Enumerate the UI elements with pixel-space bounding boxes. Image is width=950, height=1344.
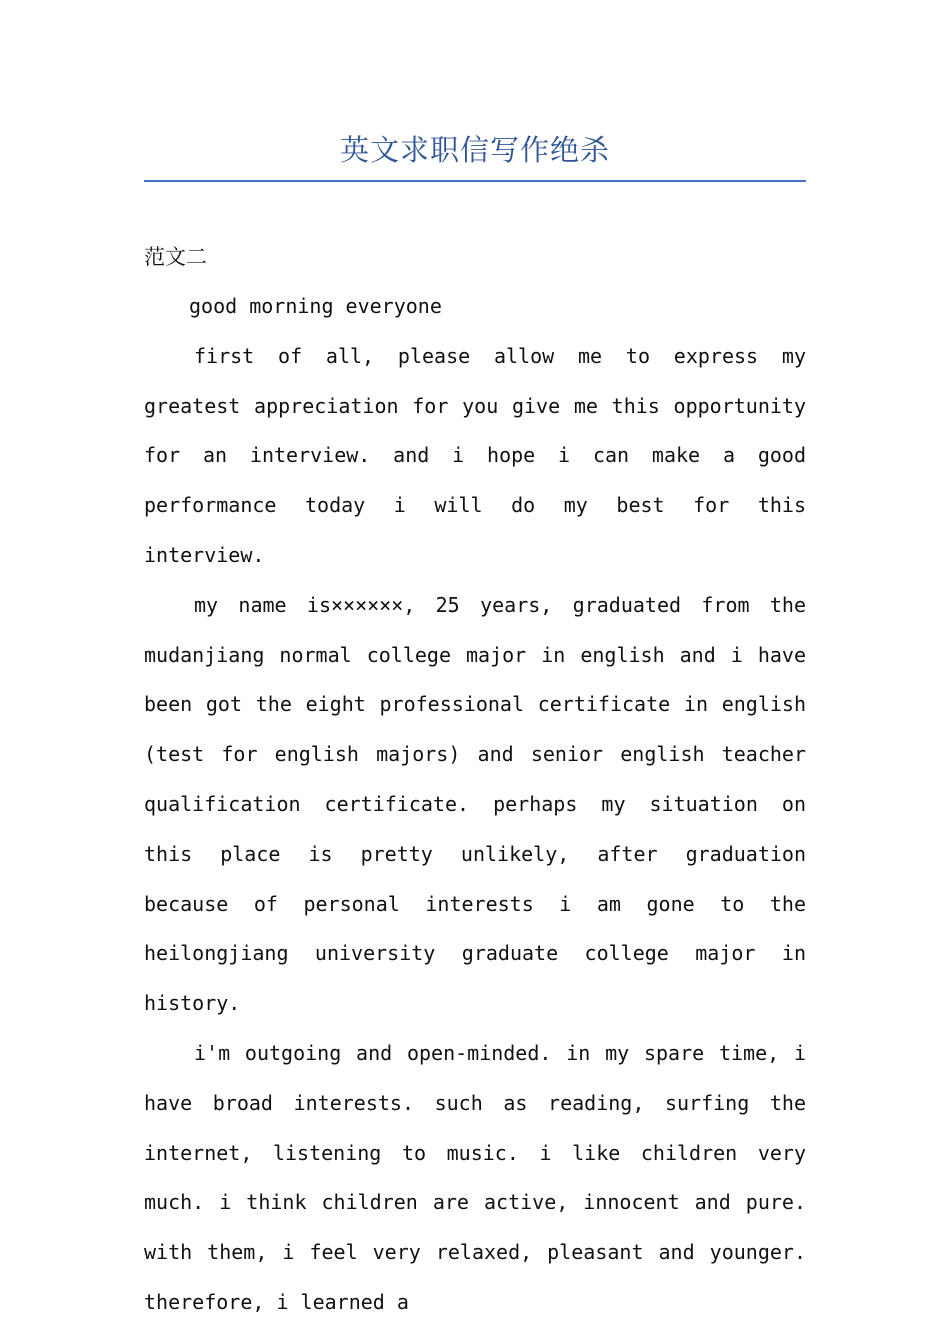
page-title: 英文求职信写作绝杀 bbox=[339, 133, 610, 167]
section-label: 范文二 bbox=[144, 245, 207, 269]
paragraph-background: my name is××××××, 25 years, graduated from the mudanjiang normal college major in english and i have been got the eight professional certificate in english (test for english majors) and senior english teacher qualification certificate. perhaps my situation on this place is pretty unlikely, after graduation because of personal interests i am gone to the heilongjiang university graduate college major in history. bbox=[144, 592, 806, 1016]
greeting-line: good morning everyone bbox=[189, 294, 442, 318]
paragraph-intro: first of all, please allow me to express my greatest appreciation for you give me this opportunity for an interview. and i hope i can make a good performance today i will do my best for this interview. bbox=[144, 343, 806, 567]
letter-body bbox=[144, 282, 806, 1328]
title-underline bbox=[144, 180, 806, 182]
paragraph-personality: i'm outgoing and open-minded. in my spare time, i have broad interests. such as reading, surfing the internet, listening to music. i like children very much. i think children are active, innocent and pure. with them, i feel very relaxed, pleasant and younger. therefore, i learned a bbox=[144, 1040, 806, 1314]
